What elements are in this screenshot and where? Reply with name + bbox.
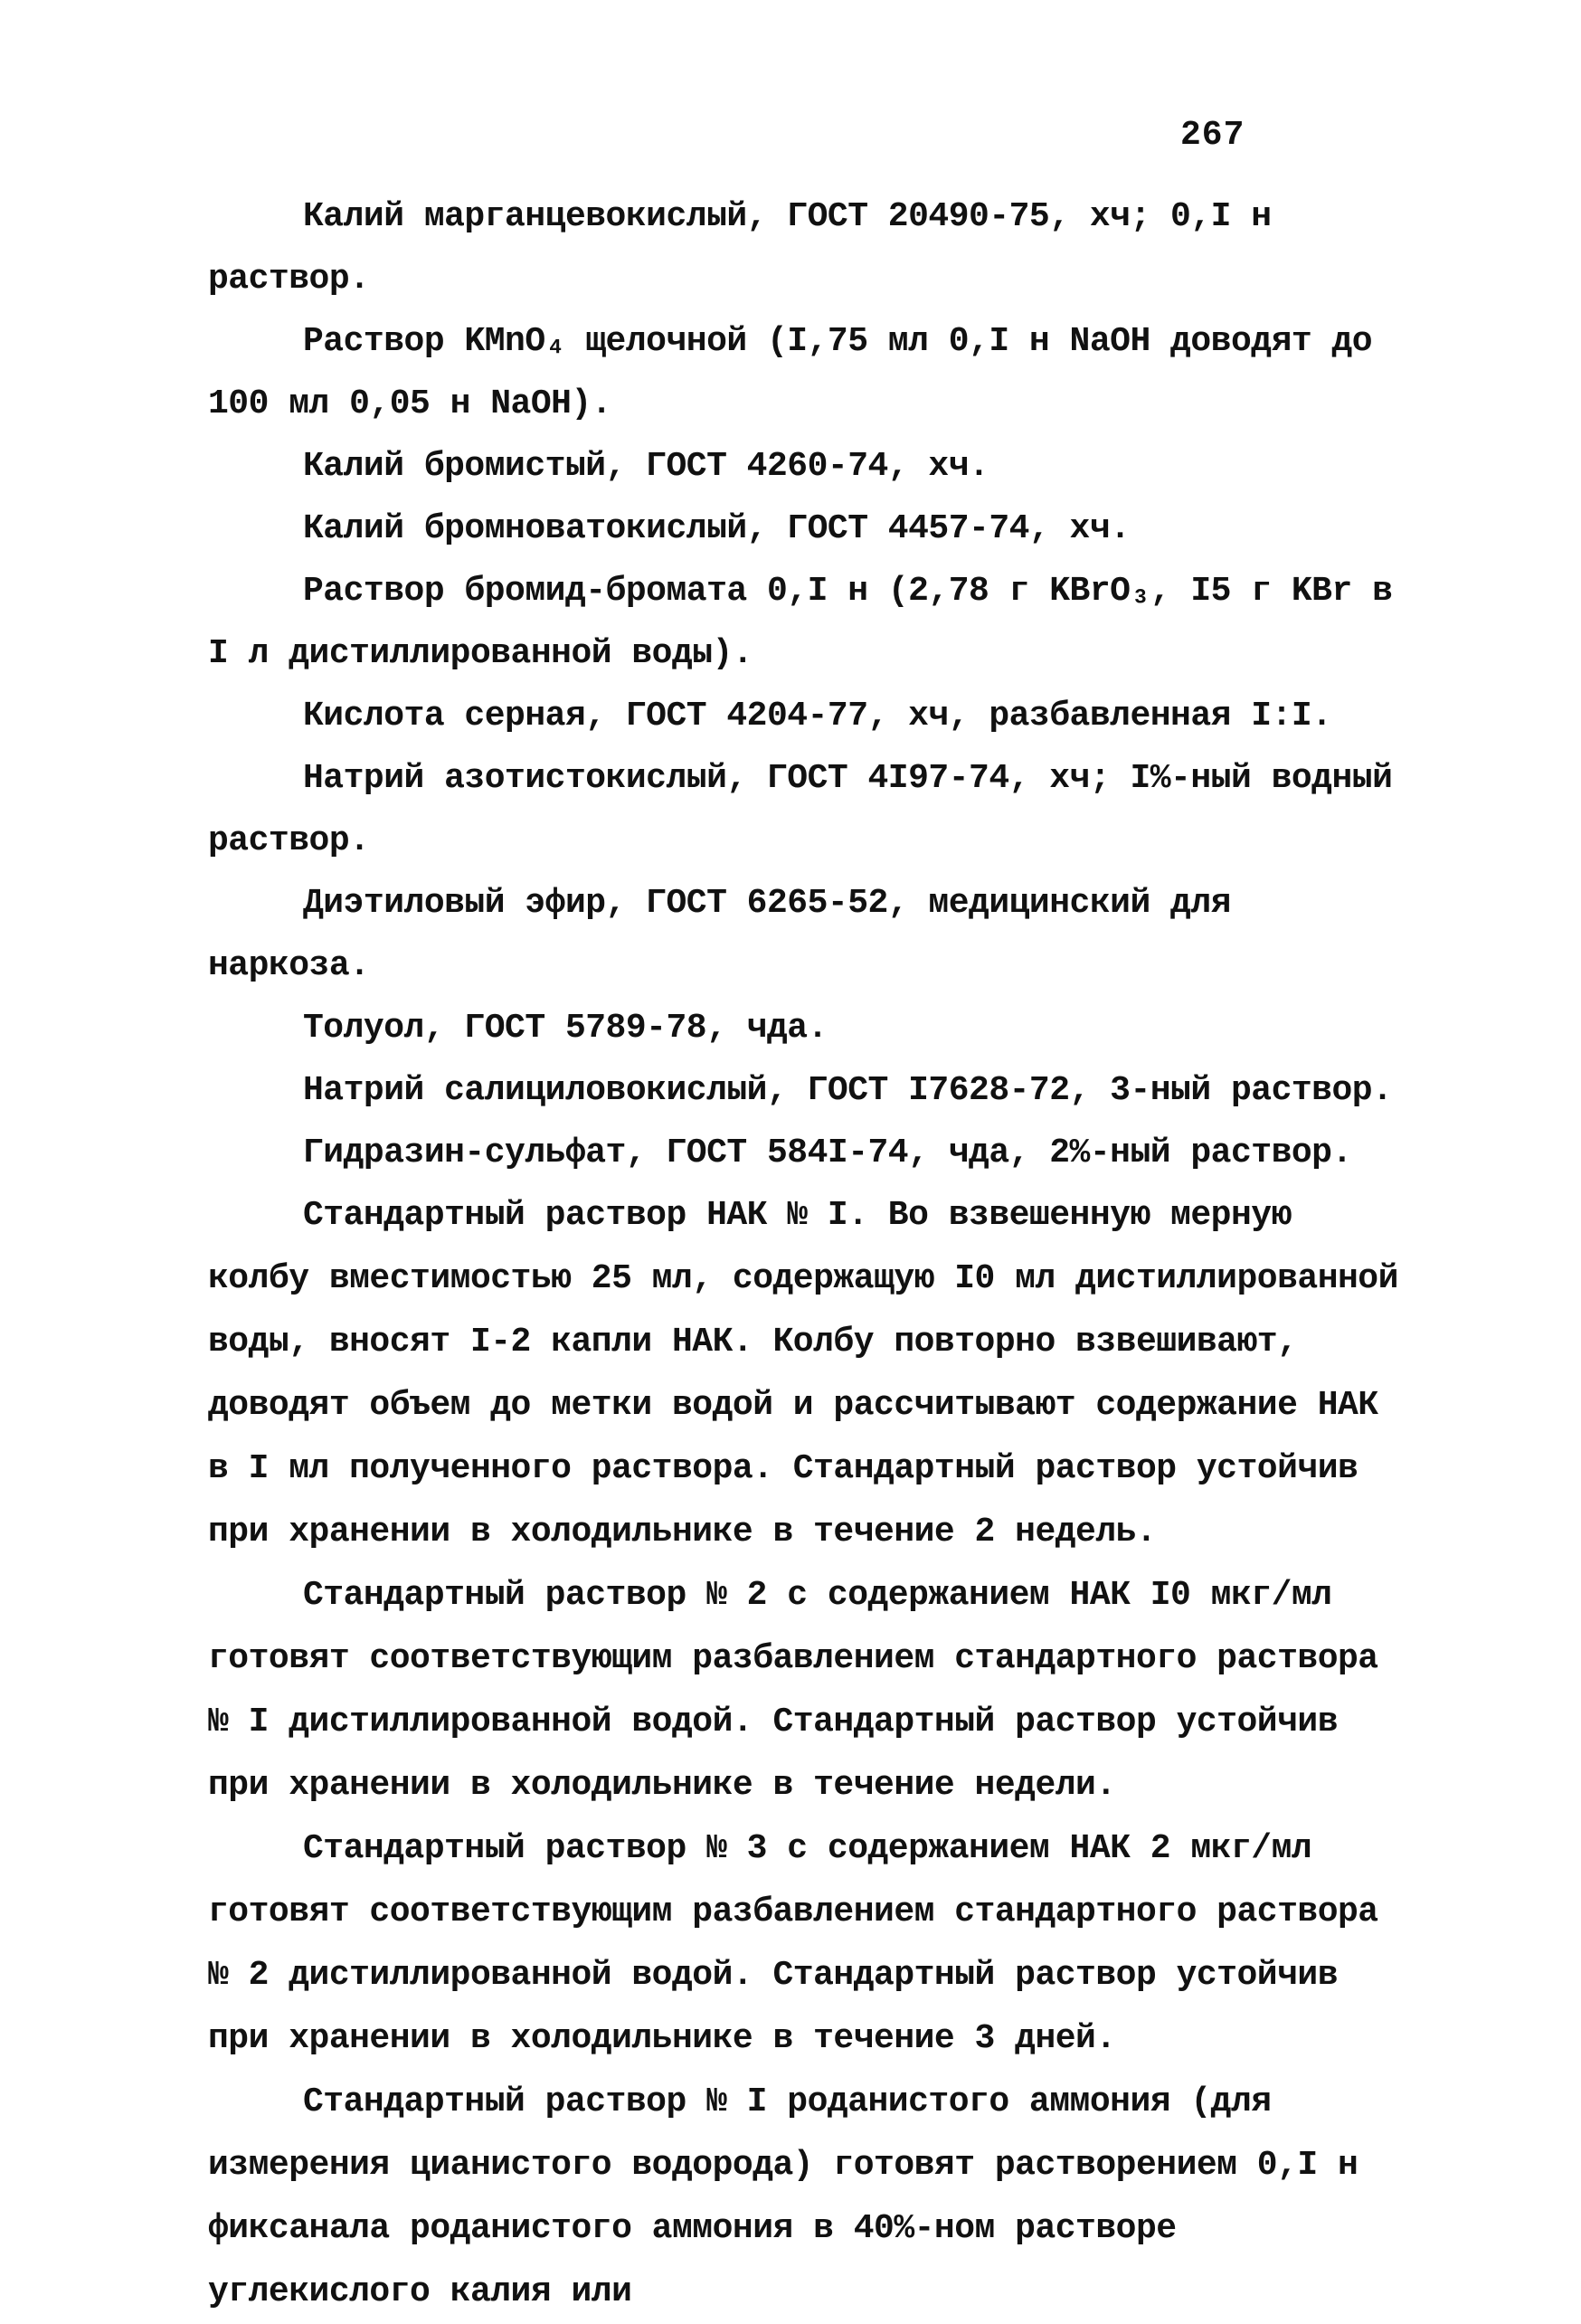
paragraph-alkaline-kmno4-solution: Раствор KMnO₄ щелочной (I,75 мл 0,I н NaOH доводят до 100 мл 0,05 н NaOH). <box>208 322 1373 423</box>
paragraph-potassium-bromide: Калий бромистый, ГОСТ 4260-74, хч. <box>303 447 989 486</box>
paragraph-potassium-permanganate: Калий марганцевокислый, ГОСТ 20490-75, хч; 0,I н раствор. <box>208 197 1272 299</box>
paragraph-standard-solution-2: Стандартный раствор № 2 с содержанием НАК I0 мкг/мл готовят соответствующим разбавлением стандартного раствора № I дистиллированной водой. Стандартный раствор устойчив при хранении в холодильнике в течение недели. <box>208 1576 1378 1805</box>
paragraph-sulfuric-acid: Кислота серная, ГОСТ 4204-77, хч, разбавленная I:I. <box>303 697 1332 735</box>
paragraph-sodium-nitrite: Натрий азотистокислый, ГОСТ 4I97-74, хч; I%-ный водный раствор. <box>208 759 1393 860</box>
paragraph-bromide-bromate-solution: Раствор бромид-бромата 0,I н (2,78 г KBrO₃, I5 г KBr в I л дистиллированной воды). <box>208 572 1393 673</box>
document-body <box>208 185 1402 2324</box>
paragraph-sodium-salicylate: Натрий салициловокислый, ГОСТ I7628-72, 3-ный раствор. <box>303 1071 1393 1110</box>
page-number: 267 <box>1180 116 1245 155</box>
paragraph-standard-solution-3: Стандартный раствор № 3 с содержанием НАК 2 мкг/мл готовят соответствующим разбавлением стандартного раствора № 2 дистиллированной водой. Стандартный раствор устойчив при хранении в холодильнике в течение 3 дней. <box>208 1829 1378 2058</box>
paragraph-hydrazine-sulfate: Гидразин-сульфат, ГОСТ 584I-74, чда, 2%-ный раствор. <box>303 1134 1352 1172</box>
paragraph-standard-solution-1: Стандартный раствор НАК № I. Во взвешенную мерную колбу вместимостью 25 мл, содержащую I0 мл дистиллированной воды, вносят I-2 капли НАК. Колбу повторно взвешивают, доводят объем до метки водой и рассчитывают содержание НАК в I мл полученного раствора. Стандартный раствор устойчив при хранении в холодильнике в течение 2 недель. <box>208 1196 1398 1551</box>
paragraph-toluene: Толуол, ГОСТ 5789-78, чда. <box>303 1009 828 1048</box>
paragraph-diethyl-ether: Диэтиловый эфир, ГОСТ 6265-52, медицинский для наркоза. <box>208 884 1231 985</box>
paragraph-potassium-bromate: Калий бромноватокислый, ГОСТ 4457-74, хч. <box>303 509 1131 548</box>
paragraph-ammonium-thiocyanate-solution: Стандартный раствор № I роданистого аммония (для измерения цианистого водорода) готовят растворением 0,I н фиксанала роданистого аммония в 40%-ном растворе углекислого калия или <box>208 2082 1359 2311</box>
